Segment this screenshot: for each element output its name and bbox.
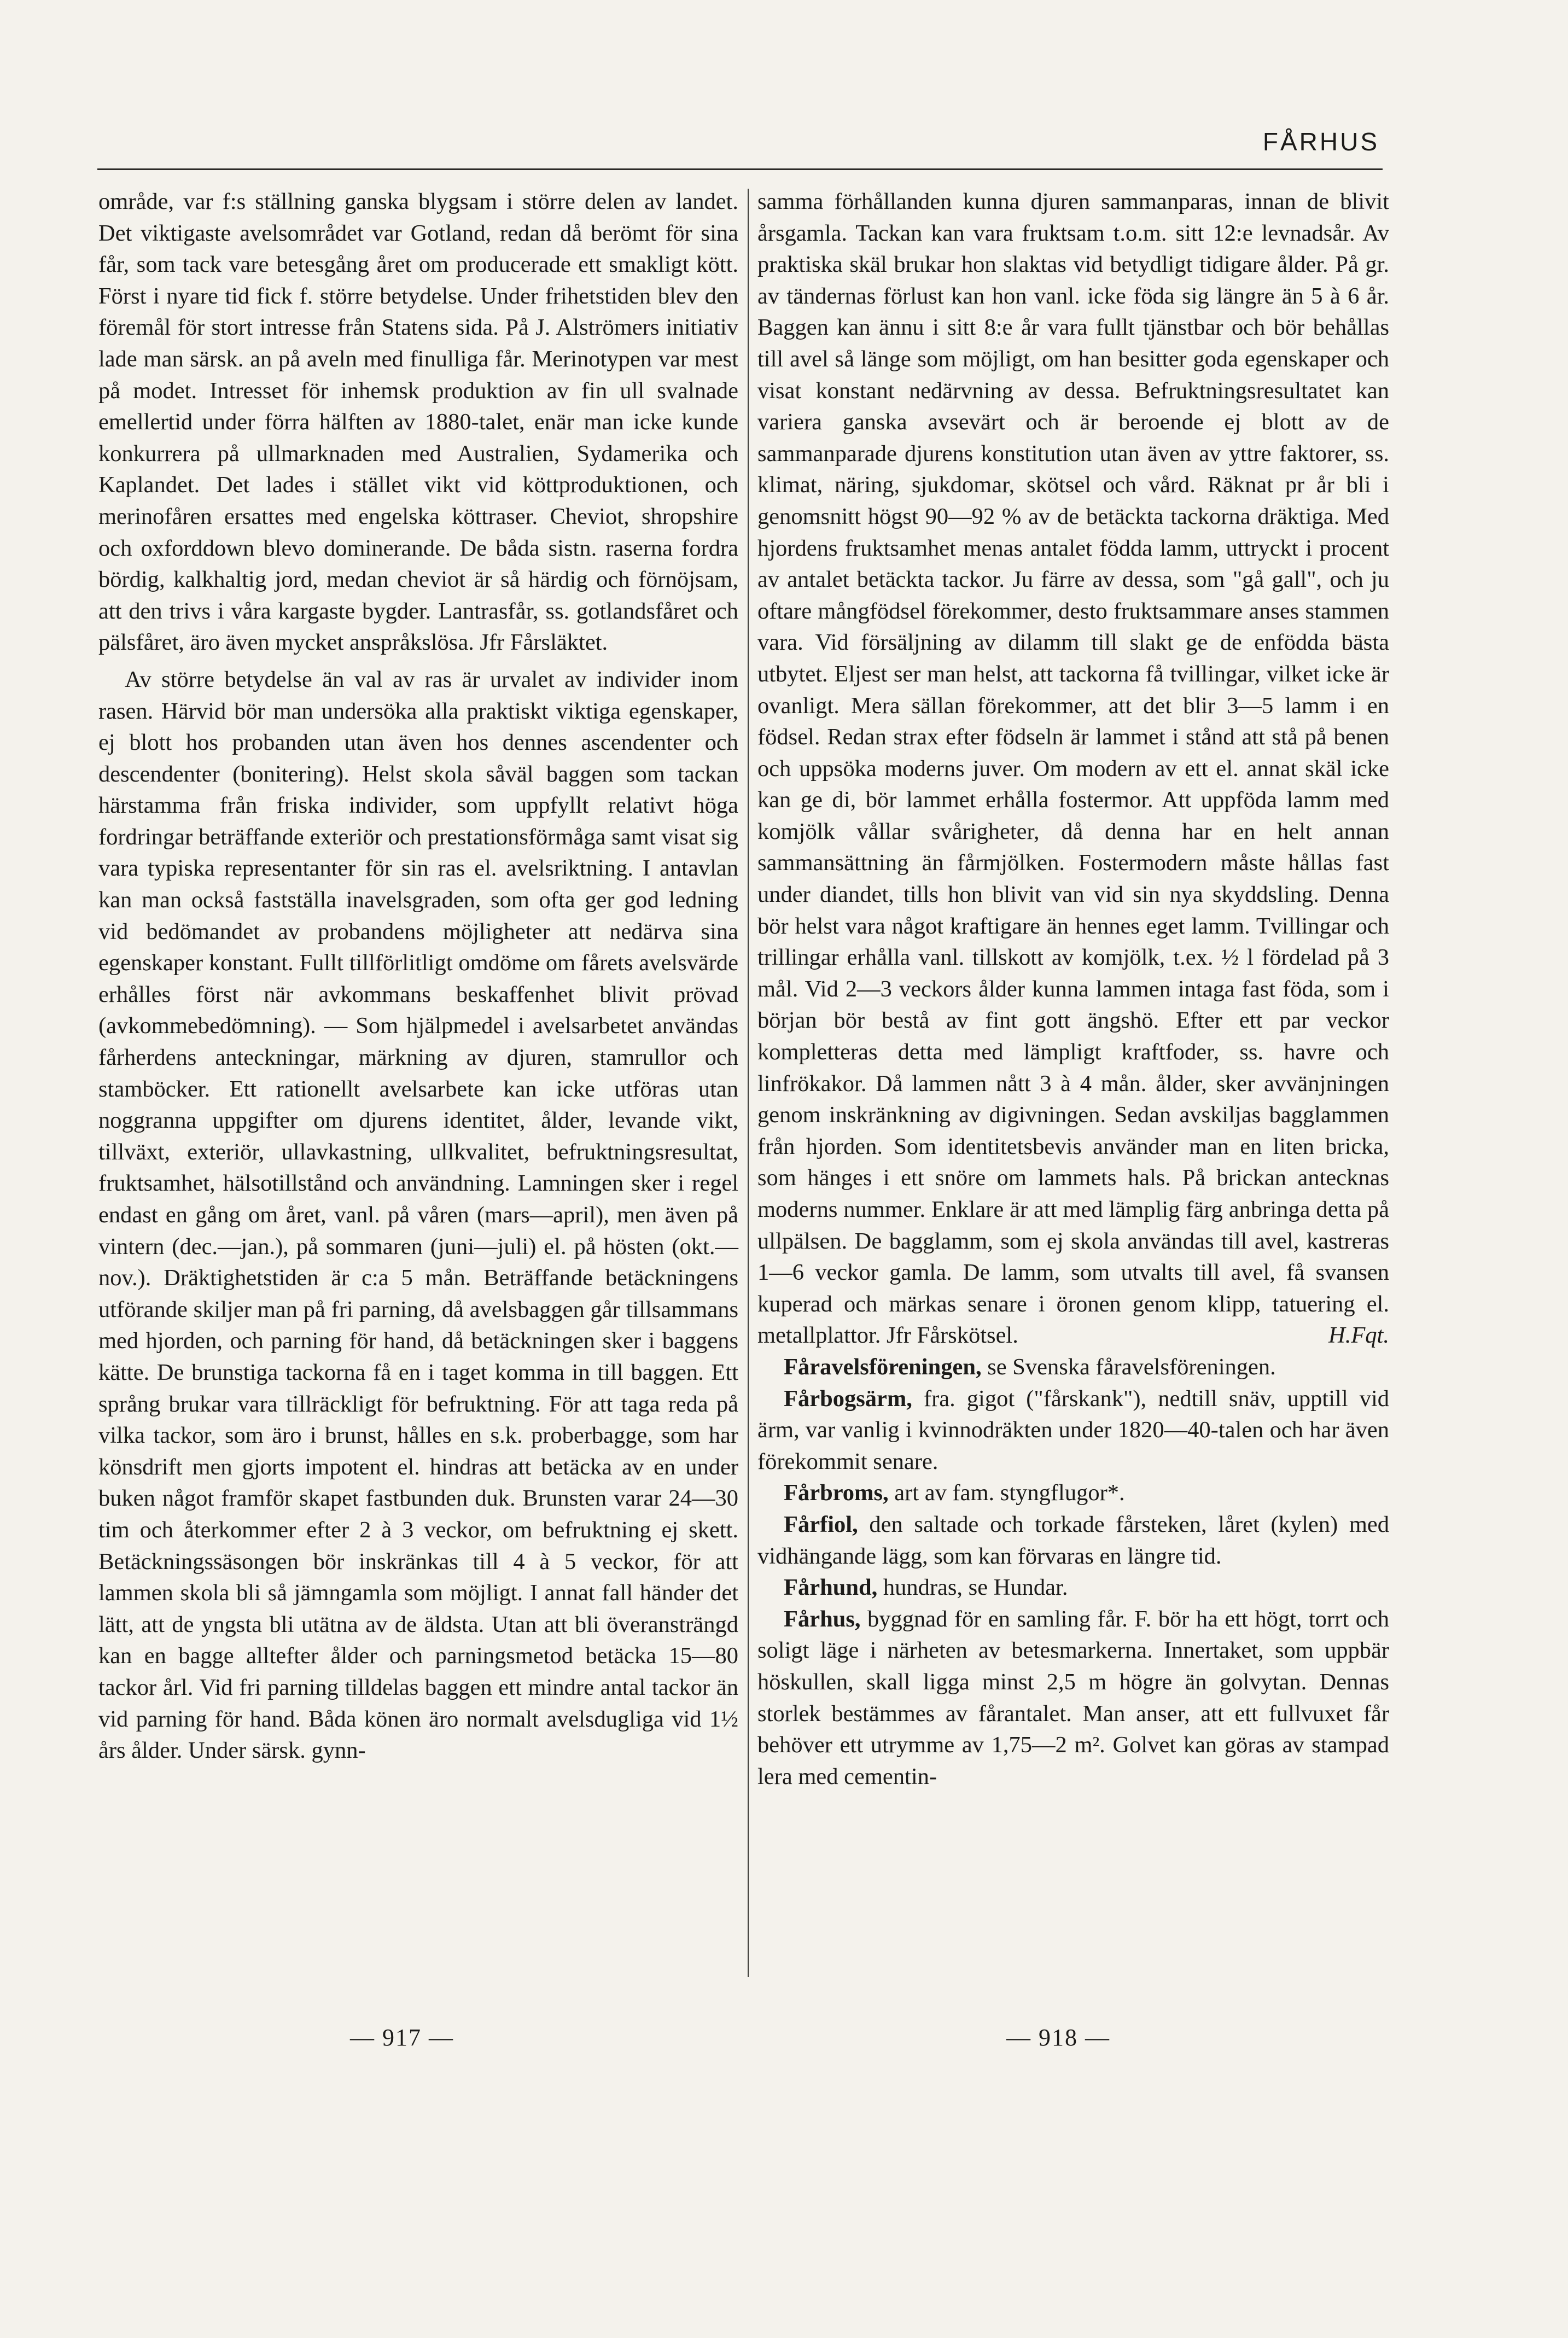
entry-term: Fårhund, <box>784 1575 878 1601</box>
entry-term: Fårhus, <box>784 1606 861 1632</box>
entry-term: Fåravelsföreningen, <box>784 1354 982 1380</box>
entry-farbroms <box>757 1477 1389 1509</box>
left-column <box>98 186 738 1766</box>
entry-text: hundras, se Hundar. <box>883 1575 1068 1601</box>
entry-term: Fårfiol, <box>784 1511 858 1537</box>
paragraph-continuation <box>757 186 1389 1351</box>
page-number-right: — 918 — <box>1006 2024 1110 2051</box>
column-divider <box>748 189 749 1977</box>
entry-farbogsarm <box>757 1383 1389 1478</box>
entry-farfiol <box>757 1509 1389 1572</box>
entry-farhund <box>757 1572 1389 1604</box>
entry-term: Fårbroms, <box>784 1480 889 1506</box>
entry-text: art av fam. styngflugor*. <box>894 1480 1125 1506</box>
entry-term: Fårbogsärm, <box>784 1385 912 1412</box>
paragraph: Av större betydelse än val av ras är urvalet av individer inom rasen. Härvid bör man undersöka alla praktiskt viktiga egenskaper, ej blott hos probanden utan även hos dennes ascendenter och descendenter (bonitering). Helst skola såväl baggen som tackan härstamma från friska individer, som uppfyllt relativt höga fordringar beträffande exteriör och prestationsförmåga samt visat sig vara typiska representanter för sin ras el. avelsriktning. I antavlan kan man också fastställa inavelsgraden, som ofta ger god ledning vid bedömandet av probandens möjligheter att nedärva sina egenskaper konstant. Fullt tillförlitligt omdöme om fårets avelsvärde erhålles först när avkommans beskaffenhet blivit prövad (avkommebedömning). — Som hjälpmedel i avelsarbetet användas fårherdens anteckningar, märkning av djuren, stamrullor och stamböcker. Ett rationellt avelsarbete kan icke utföras utan noggranna uppgifter om djurens identitet, ålder, levande vikt, tillväxt, exteriör, ullavkastning, ullkvalitet, befruktningsresultat, fruktsamhet, hälsotillstånd och användning. Lamningen sker i regel endast en gång om året, vanl. på våren (mars—april), men även på vintern (dec.—jan.), på sommaren (juni—juli) el. på hösten (okt.—nov.). Dräktighetstiden är c:a 5 mån. Beträffande betäckningens utförande skiljer man på fri parning, då avelsbaggen går tillsammans med hjorden, och parning för hand, då betäckningen sker i baggens kätte. De brunstiga tackorna få en i taget komma in till baggen. Ett språng brukar vara tillräckligt för befruktning. För att taga reda på vilka tackor, som äro i brunst, hålles en s.k. proberbagge, som har könsdrift men gjorts impotent el. hindras att betäcka av en under buken något framför skapet fastbunden duk. Brunsten varar 24—30 tim och återkommer efter 2 à 3 veckor, om befruktning ej skett. Betäckningssäsongen bör inskränkas till 4 à 5 veckor, för att lammen skola bli så jämngamla som möjligt. I annat fall händer det lätt, att de yngsta bli utätna av de äldsta. Utan att bli överansträngd kan en bagge alltefter ålder och parningsmetod betäcka 15—80 tackor årl. Vid fri parning tilldelas baggen ett mindre antal tackor än vid parning för hand. Båda könen äro normalt avelsdugliga vid 1½ års ålder. Under särsk. gynn- <box>98 666 738 1764</box>
entry-faravelsforeningen <box>757 1351 1389 1383</box>
page-number-left: — 917 — <box>350 2024 454 2051</box>
right-column <box>757 186 1389 1792</box>
author-signature: H.Fqt. <box>1328 1322 1389 1349</box>
entry-text: byggnad för en samling får. F. bör ha ett högt, torrt och soligt läge i närheten av betesmarkerna. Innertaket, som uppbär höskullen, skall ligga minst 2,5 m högre än golvytan. Dennas storlek bestämmes av fårantalet. Man anser, att ett fullvuxet får behöver ett utrymme av 1,75—2 m². Golvet kan göras av stampad lera med cementin- <box>757 1606 1389 1789</box>
header-rule <box>97 168 1383 170</box>
running-title: FÅRHUS <box>1262 127 1379 156</box>
entry-farhus <box>757 1604 1389 1793</box>
entry-text: fra. gigot ("fårskank"), nedtill snäv, upptill vid ärm, var vanlig i kvinnodräkten under 1820—40-talen och har även förekommit senare. <box>757 1385 1389 1474</box>
paragraph: område, var f:s ställning ganska blygsam i större delen av landet. Det viktigaste avelsområdet var Gotland, redan då berömt för sina får, som tack vare betesgång året om producerade ett smakligt kött. Först i nyare tid fick f. större betydelse. Under frihetstiden blev den föremål för stort intresse från Statens sida. På J. Alströmers initiativ lade man särsk. an på aveln med finulliga får. Merinotypen var mest på modet. Intresset för inhemsk produktion av fin ull svalnade emellertid under förra hälften av 1880-talet, enär man icke kunde konkurrera på ullmarknaden med Australien, Sydamerika och Kaplandet. Det lades i stället vikt vid köttproduktionen, och merinofåren ersattes med engelska köttraser. Cheviot, shropshire och oxforddown blevo dominerande. De båda sistn. raserna fordra bördig, kalkhaltig jord, medan cheviot är så härdig och förnöjsam, att den trivs i våra kargaste bygder. Lantrasfår, ss. gotlandsfåret och pälsfåret, äro även mycket anspråkslösa. Jfr Fårsläktet. <box>98 189 738 656</box>
entry-text: den saltade och torkade fårsteken, låret (kylen) med vidhängande lägg, som kan förvaras en längre tid. <box>757 1511 1389 1569</box>
continuation-text: samma förhållanden kunna djuren sammanparas, innan de blivit årsgamla. Tackan kan vara fruktsam t.o.m. sitt 12:e levnadsår. Av praktiska skäl brukar hon slaktas vid betydligt tidigare ålder. På gr. av tändernas förlust kan hon vanl. icke föda sig längre än 5 à 6 år. Baggen kan ännu i sitt 8:e år vara fullt tjänstbar och bör behållas till avel så länge som möjligt, om han besitter goda egenskaper och visat konstant nedärvning av dessa. Befruktningsresultatet kan variera ganska avsevärt och är beroende ej blott av de sammanparade djurens konstitution utan även av yttre faktorer, ss. klimat, näring, sjukdomar, skötsel och vård. Räknat pr år bli i genomsnitt högst 90—92 % av de betäckta tackorna dräktiga. Med hjordens fruktsamhet menas antalet födda lamm, uttryckt i procent av antalet betäckta tackor. Ju färre av dessa, som "gå gall", och ju oftare mångfödsel förekommer, desto fruktsammare anses stammen vara. Vid försäljning av dilamm till slakt ge de enfödda bästa utbytet. Eljest ser man helst, att tackorna få tvillingar, vilket icke är ovanligt. Mera sällan förekommer, att det blir 3—5 lamm i en födsel. Redan strax efter födseln är lammet i stånd att stå på benen och uppsöka moderns juver. Om modern av ett el. annat skäl icke kan ge di, bör lammet erhålla fostermor. Att uppföda lamm med komjölk vållar svårigheter, då denna har en helt annan sammansättning än fårmjölken. Fostermodern måste hållas fast under diandet, tills hon blivit van vid sin nya skyddsling. Denna bör helst vara något kraftigare än hennes eget lamm. Tvillingar och trillingar erhålla vanl. tillskott av komjölk, t.ex. ½ l fördelad på 3 mål. Vid 2—3 veckors ålder kunna lammen intaga fast föda, som i början bör bestå av fint gott ängshö. Efter ett par veckor kompletteras detta med lämpligt kraftfoder, ss. havre och linfrökakor. Då lammen nått 3 à 4 mån. ålder, sker avvänjningen genom inskränkning av digivningen. Sedan avskiljas bagglammen från hjorden. Som identitetsbevis använder man en liten bricka, som hänges i ett snöre om lammets hals. På brickan antecknas moderns nummer. Enklare är att med lämplig färg anbringa detta på ullpälsen. De bagglamm, som ej skola användas till avel, kastreras 1—6 veckor gamla. De lamm, som utvalts till avel, få svansen kuperad och märkas senare i öronen genom klipp, tatuering el. metallplattor. Jfr Fårskötsel. <box>757 189 1389 1349</box>
entry-text: se Svenska fåravelsföreningen. <box>987 1354 1276 1380</box>
